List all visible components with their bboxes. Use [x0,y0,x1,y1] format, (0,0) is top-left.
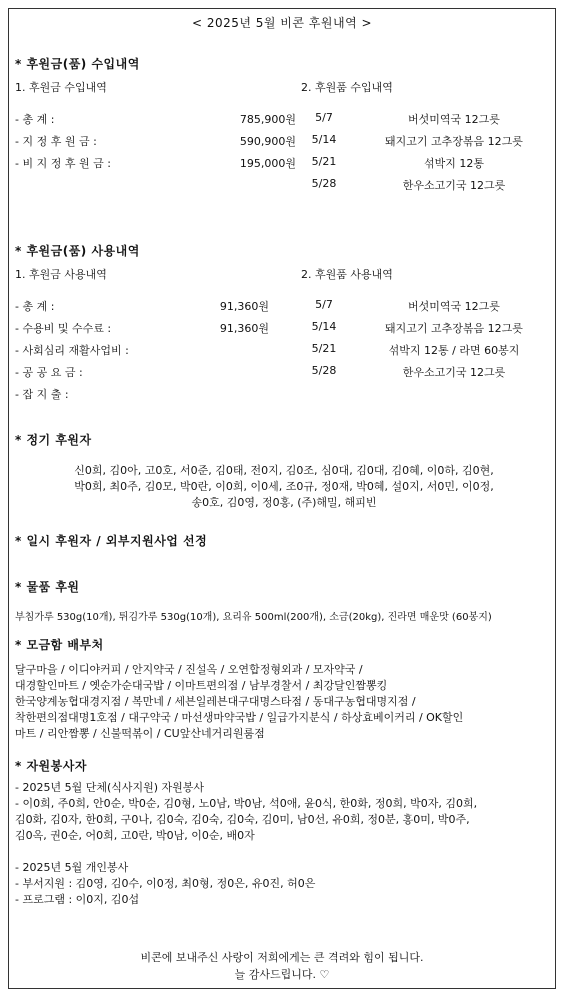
volunteer-line: - 2025년 5월 개인봉사 [15,861,129,874]
volunteer-line: - 프로그램 : 이0지, 김0섭 [15,893,140,906]
usage-goods-subheading: 2. 후원품 사용내역 [301,268,393,281]
income-nondesignated-amount: 195,000원 [239,157,296,170]
income-total-amount: 785,900원 [239,113,296,126]
usage-goods-date: 5/28 [311,364,337,377]
income-designated-amount: 590,900원 [239,135,296,148]
donor-line: 신0희, 김0아, 고0호, 서0준, 김0태, 전0지, 김0조, 심0대, 김0대, 김0혜, 이0하, 김0현, [74,464,494,477]
usage-goods-item: 섞박지 12통 / 라면 60봉지 [388,344,520,357]
box-location-line: 대경할인마트 / 옛순가순대국밥 / 이마트편의점 / 남부경찰서 / 최강달인짬뽕킹 [15,679,388,692]
usage-heading: * 후원금(품) 사용내역 [15,244,140,258]
income-goods-date: 5/28 [311,177,337,190]
collection-boxes-list [15,662,549,742]
usage-goods-date: 5/21 [311,342,337,355]
usage-goods-item: 한우소고기국 12그릇 [402,366,506,379]
income-total-label: - 총 계 : [15,113,55,126]
usage-goods-date: 5/7 [315,298,333,311]
volunteer-line: - 부서지원 : 김0영, 김0수, 이0정, 최0형, 정0은, 유0진, 허0은 [15,877,316,890]
volunteer-line: - 이0희, 주0희, 안0순, 박0순, 김0형, 노0남, 박0남, 석0애, 윤0식, 한0화, 정0희, 박0자, 김0희, [15,797,478,810]
usage-total-label: - 총 계 : [15,300,55,313]
volunteer-line: 김0옥, 권0순, 어0희, 고0란, 박0남, 이0순, 배0자 [15,829,255,842]
collection-boxes-heading: * 모금함 배부처 [15,638,104,652]
income-goods-item: 돼지고기 고추장볶음 12그릇 [385,135,523,148]
income-goods-date: 5/21 [311,155,337,168]
usage-goods-date: 5/14 [311,320,337,333]
income-money-subheading: 1. 후원금 수입내역 [15,81,107,94]
usage-fees-label: - 수용비 및 수수료 : [15,322,112,335]
income-goods-item: 섞박지 12통 [424,157,484,170]
page-title: < 2025년 5월 비콘 후원내역 > [191,16,373,30]
box-location-line: 한국양계농협대경지점 / 복만네 / 세븐일레븐대구대명스타점 / 동대구농협대명지점 / [15,695,416,708]
usage-goods-item: 버섯미역국 12그릇 [408,300,500,313]
closing-message: 비콘에 보내주신 사랑이 저희에게는 큰 격려와 힘이 됩니다. [140,951,424,964]
income-goods-subheading: 2. 후원품 수입내역 [301,81,393,94]
usage-total-amount: 91,360원 [219,300,269,313]
goods-donation-line: 부침가루 530g(10개), 튀김가루 530g(10개), 요리유 500ml(200개), 소금(20kg), 진라면 매운맛 (60봉지) [15,612,492,623]
regular-donors-heading: * 정기 후원자 [15,433,92,447]
box-location-line: 달구마을 / 이디야커피 / 안지약국 / 진설옥 / 오연합정형외과 / 모자약국 / [15,663,363,676]
closing-thanks: 늘 감사드립니다. ♡ [234,968,330,981]
volunteer-line: 김0화, 김0자, 한0희, 구0나, 김0숙, 김0숙, 김0숙, 김0미, 남0선, 유0희, 정0분, 홍0미, 박0주, [15,813,470,826]
usage-rehab-label: - 사회심리 재활사업비 : [15,344,129,357]
income-nondesignated-label: - 비 지 정 후 원 금 : [15,157,111,170]
income-goods-date: 5/14 [311,133,337,146]
volunteer-line [15,844,549,860]
volunteers-list [15,780,549,908]
income-goods-item: 한우소고기국 12그릇 [402,179,506,192]
usage-misc-label: - 잡 지 출 : [15,388,69,401]
income-goods-date: 5/7 [315,111,333,124]
usage-utilities-label: - 공 공 요 금 : [15,366,83,379]
usage-money-subheading: 1. 후원금 사용내역 [15,268,107,281]
volunteers-heading: * 자원봉사자 [15,759,87,773]
income-heading: * 후원금(품) 수입내역 [15,57,140,71]
usage-goods-item: 돼지고기 고추장볶음 12그릇 [385,322,523,335]
goods-donation-heading: * 물품 후원 [15,580,80,594]
volunteer-line: - 2025년 5월 단체(식사지원) 자원봉사 [15,781,205,794]
donation-report-page [8,8,556,989]
income-designated-label: - 지 정 후 원 금 : [15,135,97,148]
box-location-line: 착한편의점대명1호점 / 대구약국 / 마선생마약국밥 / 일급가지분식 / 하상효베이커리 / OK할인 [15,711,464,724]
income-goods-item: 버섯미역국 12그릇 [408,113,500,126]
temporary-donors-heading: * 일시 후원자 / 외부지원사업 선정 [15,534,208,548]
donor-line: 박0희, 최0주, 김0모, 박0란, 이0희, 이0세, 조0규, 정0재, 박0혜, 설0지, 서0민, 이0정, [74,480,494,493]
regular-donors-list [23,463,545,511]
usage-fees-amount: 91,360원 [219,322,269,335]
donor-line: 송0호, 김0영, 정0홍, (주)해밀, 해피빈 [191,496,377,509]
box-location-line: 마트 / 리안짬뽕 / 신불떡볶이 / CU앞산네거리원룸점 [15,727,265,740]
